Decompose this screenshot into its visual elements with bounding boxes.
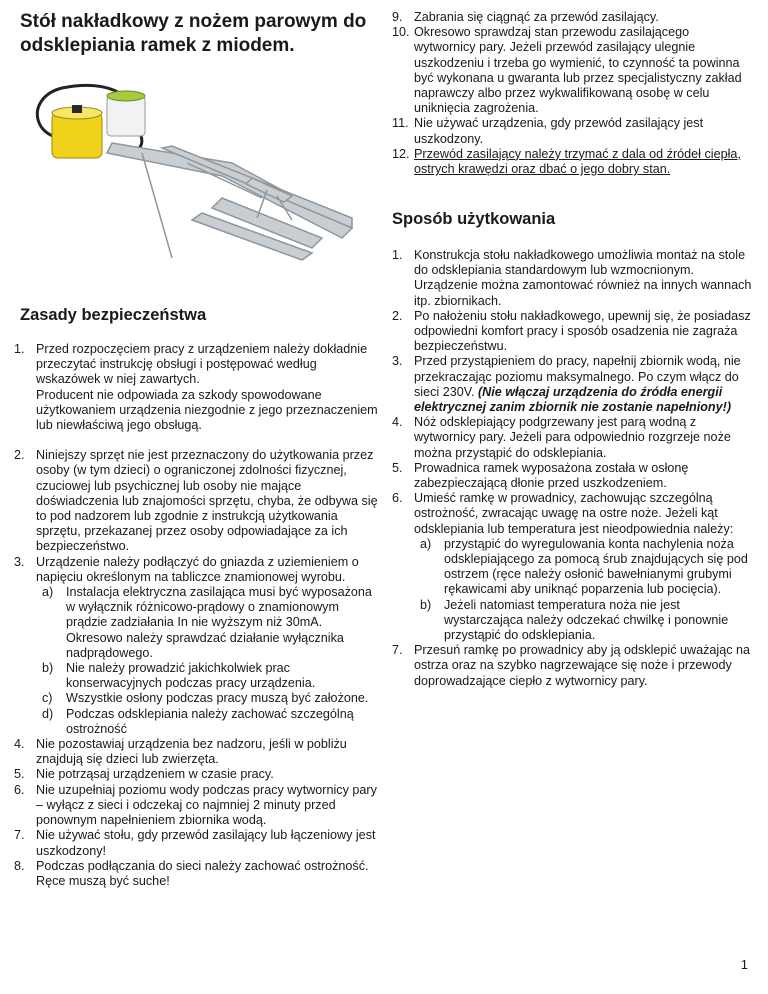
list-item: 2. Po nałożeniu stołu nakładkowego, upewnij się, że posiadasz odpowiedni komfort pracy i sposób osadzenia nie zagraża bezpieczeństwu. — [392, 308, 751, 354]
sub-item: a) przystąpić do wyregulowania konta nachylenia noża odsklepiającego za pomocą śrub znajdujących się pod ostrzem (ręce należy osłonić bawełnianymi grubymi rękawicami aby uniknąć poparzenia lub pocięcia). — [420, 536, 748, 597]
safety-list — [10, 342, 382, 889]
list-item: 4. Nie pozostawiaj urządzenia bez nadzoru, jeśli w pobliżu znajdują się dzieci lub zwierzęta. — [14, 737, 347, 767]
list-item: 10. Okresowo sprawdzaj stan przewodu zasilającego wytwornicy pary. Jeżeli przewód zasilający ulegnie uszkodzeniu i trzeba go wymienić, to czynność ta powinna być wykonana u gwaranta lub przez specjalistyczny zakład naprawczy albo przez wykwalifikowaną osobę w celu uniknięcia zagrożenia. — [392, 25, 742, 116]
list-item: 3. Urządzenie należy podłączyć do gniazda z uziemieniem o napięciu określonym na tabliczce znamionowej wyrobu. a) Instalacja elektryczna zasilająca musi być wyposażona w wyłącznik różnicowo-prądowy o znamionowym prądzie zadziałania In nie wyższym niż 30mA. Okresowo należy sprawdzać działanie wyłącznika nadprądowego. b) Nie należy prowadzić jakichkolwiek prac konserwacyjnych podczas pracy urządzenia. c) Wszystkie osłony podczas pracy muszą być założone. d) Podczas odsklepiania należy zachować szczególną ostrożność — [10, 555, 382, 737]
sub-item: c) Wszystkie osłony podczas pracy muszą być założone. — [42, 691, 369, 706]
list-item: 7. Przesuń ramkę po prowadnicy aby ją odsklepić uważając na ostrza oraz na szybko nagrzewające się noże i przewody doprowadzające ciepło z wytwornicy pary. — [392, 643, 751, 688]
sub-item: b) Nie należy prowadzić jakichkolwiek prac konserwacyjnych podczas pracy urządzenia. — [42, 661, 316, 691]
list-item: 5. Nie potrząsaj urządzeniem w czasie pracy. — [14, 767, 274, 782]
list-item: 11. Nie używać urządzenia, gdy przewód zasilający jest uszkodzony. — [392, 116, 704, 146]
page-number: 1 — [740, 957, 748, 972]
product-photo — [22, 78, 362, 268]
list-item: 7. Nie używać stołu, gdy przewód zasilający lub łączeniowy jest uszkodzony! — [14, 828, 376, 858]
list-item: 6. Umieść ramkę w prowadnicy, zachowując szczególną ostrożność, zwracając uwagę na ostre noże. Jeżeli kąt odsklepiania lub temperatura jest nieodpowiednia należy: a) przystąpić do wyregulowania konta nachylenia noża odsklepiającego za pomocą śrub znajdujących się pod ostrzem (ręce należy osłonić bawełnianymi grubymi rękawicami aby uniknąć poparzenia lub pocięcia). b) Jeżeli natomiast temperatura noża nie jest wystarczająca należy odczekać chwilkę i ponownie przystąpić do odsklepiania. — [388, 491, 754, 643]
safety-heading: Zasady bezpieczeństwa — [20, 306, 207, 324]
list-item: 5. Prowadnica ramek wyposażona została w osłonę zabezpieczającą dłonie przed uszkodzeniem. — [392, 460, 689, 491]
list-item: 12. Przewód zasilający należy trzymać z dala od źródeł ciepła, ostrych krawędzi oraz dbać o jego dobry stan. — [392, 146, 741, 177]
list-item: 8. Podczas podłączania do sieci należy zachować ostrożność. Ręce muszą być suche! — [14, 858, 369, 888]
sub-item: b) Jeżeli natomiast temperatura noża nie jest wystarczająca należy odczekać chwilkę i ponownie przystąpić do odsklepiania. — [420, 597, 729, 643]
safety-list-continued — [388, 10, 754, 177]
usage-list — [388, 248, 754, 689]
list-item: 1. Konstrukcja stołu nakładkowego umożliwia montaż na stole do odsklepiania standardowym lub wzmocnionym. Urządzenie można zamontować również na innych wannach itp. zbiornikach. — [392, 248, 752, 308]
list-item: 3. Przed przystąpieniem do pracy, napełnij zbiornik wodą, nie przekraczając poziomu maksymalnego. Po czym włącz do sieci 230V. (Nie włączaj urządzenia do źródła energii elektrycznej zanim zbiornik nie zostanie napełniony!) — [392, 354, 741, 415]
list-item: 9. Zabrania się ciągnąć za przewód zasilający. — [392, 10, 659, 24]
sub-item: d) Podczas odsklepiania należy zachować szczególną ostrożność — [42, 706, 354, 736]
list-item: 1. Przed rozpoczęciem pracy z urządzeniem należy dokładnie przeczytać instrukcję obsługi i postępować według wskazówek w niej zawartych. Producent nie odpowiada za szkody spowodowane użytkowaniem urządzenia niezgodnie z jego przeznaczeniem lub niewłaściwą jego obsługą. — [14, 342, 378, 433]
list-item: 4. Nóż odsklepiający podgrzewany jest parą wodną z wytwornicy pary. Jeżeli para odpowiednio rozgrzeje noże można przystąpić do odsklepiania. — [392, 415, 731, 460]
list-item: 6. Nie uzupełniaj poziomu wody podczas pracy wytwornicy pary – wyłącz z sieci i odczekaj co najmniej 2 minuty przed ponownym napełnieniem zbiornika wodą. — [14, 782, 377, 828]
sub-item: a) Instalacja elektryczna zasilająca musi być wyposażona w wyłącznik różnicowo-prądowy o znamionowym prądzie zadziałania In nie wyższym niż 30mA. Okresowo należy sprawdzać działanie wyłącznika nadprądowego. — [42, 585, 372, 660]
page-title: Stół nakładkowy z nożem parowym do odsklepiania ramek z miodem. — [20, 11, 367, 56]
usage-heading: Sposób użytkowania — [392, 210, 556, 228]
list-item: 2. Niniejszy sprzęt nie jest przeznaczony do użytkowania przez osoby (w tym dzieci) o ograniczonej zdolności fizycznej, czuciowej lub psychicznej lub osoby nie mające doświadczenia lub znajomości sprzętu, chyba, że odbywa się to pod nadzorem lub zgodnie z instrukcją użytkowania sprzętu, przekazanej przez osoby odpowiadające za ich bezpieczeństwo. — [14, 448, 378, 554]
